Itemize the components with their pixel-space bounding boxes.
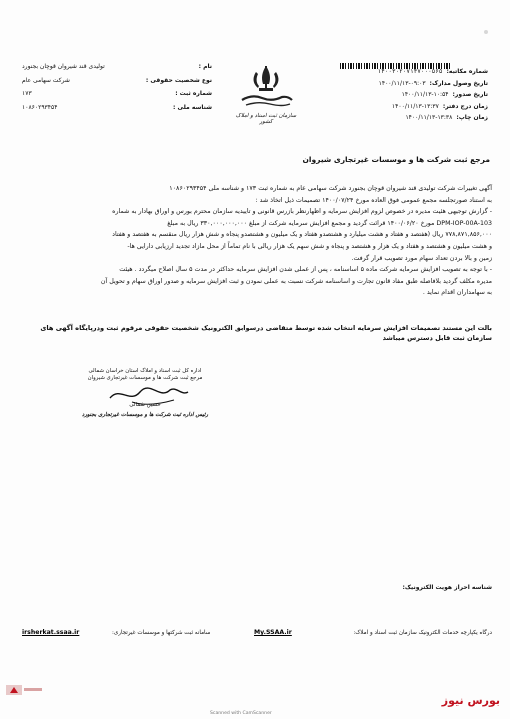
brand-name: بورس نیوز <box>441 694 500 707</box>
body-line: آگهی تغییرات شرکت تولیدی قند شیروان قوچان بجنورد شرکت سهامی عام به شماره ثبت ۱۷۳ و شناسه ملی ۱۰۸۶۰۲۹۳۴۵۴ <box>169 185 492 192</box>
signer-name: حسین شمالی <box>129 402 161 408</box>
footer-note-line: بالت این مستند تصمیمات افزایش سرمایه انتخاب شده توسط متقاضی درسوابق الکترونیک شخصیت حقوقی مرقوم ثبت ودرپایگاه آگهی های <box>40 324 492 332</box>
body-line: ۷۷۸,۸۷۱,۸۵۶,۰۰۰ ریال (هفتصد و هفتاد و هشت میلیارد و هشتصدو هفتاد و یک میلیون و هشتصدو پنجاه و شش هزار ریال منقسم به هفتصد و هفتاد <box>112 231 492 239</box>
issue-date-row <box>338 89 488 101</box>
legal-type-row <box>22 74 212 88</box>
body-line: - گزارش توجیهی هئیت مدیره در خصوص لزوم افزایش سرمایه و اظهارنظر بازرس قانونی و تاییدیه سازمان محترم بورس و اوراق بهادار به شماره <box>112 208 492 216</box>
announcement-body <box>16 184 492 300</box>
emblem-caption: سازمان ثبت اسناد و املاک کشور <box>235 113 297 125</box>
legal-type-value: شرکت سهامی عام <box>22 76 70 84</box>
letter-number-row <box>338 66 488 78</box>
letter-number-value: ۱۴۰۰۳۰۲۰۷۱۴۷۰۰۰۵۶۵ <box>377 68 443 76</box>
reg-number-label: شماره ثبت : <box>175 90 212 98</box>
name-label: نام : <box>198 63 212 71</box>
footer-note-line: سازمان ثبت قابل دسترس میباشد <box>382 334 492 342</box>
header-meta <box>338 66 488 124</box>
office-entry-label: زمان درج دفتر: <box>442 102 488 110</box>
body-line: زمین و بالا بردن تعداد سهام مورد تصویب قرار گرفت. <box>351 254 492 262</box>
organization-emblem <box>232 64 300 125</box>
reg-number-value: ۱۷۳ <box>22 90 32 98</box>
body-line: به استناد صورتجلسه مجمع عمومی فوق العاده مورخ ۱۴۰۰/۰۷/۲۴ تصمیمات ذیل اتخاذ شد : <box>255 196 492 204</box>
companies-label: سامانه ثبت شرکتها و موسسات غیرتجاری: <box>112 630 211 636</box>
body-line: به سهامداران اقدام نماید . <box>422 289 492 297</box>
legal-type-label: نوع شخصیت حقوقی : <box>145 76 212 84</box>
office-entry-row <box>338 101 488 113</box>
receipt-date-label: تاریخ وصول مدارک: <box>429 79 488 87</box>
news-logo-icon <box>4 682 46 698</box>
national-id-row <box>22 101 212 115</box>
national-id-label: شناسه ملی : <box>173 103 212 111</box>
signature-block <box>70 368 220 419</box>
issue-date-label: تاریخ صدور: <box>452 91 488 99</box>
national-id-value: ۱۰۸۶۰۲۹۳۴۵۴ <box>22 103 58 111</box>
scan-dot <box>484 30 488 34</box>
iran-emblem-icon <box>232 64 300 108</box>
signature-authority: مرجع ثبت شرکت ها و موسسات غیرتجاری شیروان <box>87 375 203 381</box>
receipt-date-row <box>338 78 488 90</box>
scanner-note: Scanned with CamScanner <box>210 711 272 716</box>
recipient-title: مرجع ثبت شرکت ها و موسسات غیرتجاری شیروان <box>302 155 490 164</box>
letter-number-label: شماره مکاتبه: <box>446 68 488 76</box>
verification-label: شناسه احراز هویت الکترونیک: <box>402 584 492 591</box>
handwritten-signature <box>70 382 220 408</box>
print-time-label: زمان چاپ: <box>456 114 488 122</box>
body-line: - با توجه به تصویب افزایش سرمایه شرکت ماده ۵ اساسنامه ، پس از عملی شدن افزایش سرمایه حداکثر در مدت ۵ سال اصلاح میگردد . هیئت <box>119 266 492 274</box>
companies-link[interactable]: irsherkat.ssaa.ir <box>22 629 80 636</box>
signature-office: اداره کل ثبت اسناد و املاک استان خراسان شمالی <box>88 368 202 374</box>
reg-number-row <box>22 87 212 101</box>
body-line: DPM-IOP-00A-103 مورخ ۱۴۰۰/۰۶/۲۰ قرائت گردید و مجمع افزایش سرمایه شرکت از مبلغ ۳۳۰,۰۰۰,۰۰۰,۰۰۰ ریال به مبلغ <box>167 219 492 227</box>
issue-date-value: ۱۴۰۰/۱۱/۱۳-۱۰:۵۴ <box>401 91 449 99</box>
signature-title: رئیس اداره ثبت شرکت ها و موسسات غیرتجاری بجنورد <box>81 412 209 418</box>
company-meta <box>22 60 212 114</box>
body-line: و هشت میلیون و هشتصد و هفتاد و یک هزار و هشتصد و پنجاه و شش سهم یک هزار ریالی با نام تماماً از محل مازاد تجدید ارزیابی دارایی ها- <box>127 242 492 250</box>
body-line: مدیره مکلف گردید بلافاصله طبق مفاد قانون تجارت و اساسنامه شرکت نسبت به عملی نمودن و ثبت افزایش سرمایه و صدور اوراق سهام و تحویل آن <box>100 277 492 285</box>
print-time-row <box>338 112 488 124</box>
name-row <box>22 60 212 74</box>
name-value: تولیدی قند شیروان قوچان بجنورد <box>22 63 105 71</box>
gateway-link[interactable]: My.SSAA.ir <box>254 629 292 636</box>
footer-note <box>40 323 492 343</box>
footer-links <box>22 630 492 640</box>
receipt-date-value: ۱۴۰۰/۱۱/۱۳-۰۹:۰۳ <box>378 79 426 87</box>
print-time-value: ۱۴۰۰/۱۱/۱۳-۱۳:۳۸ <box>405 114 453 122</box>
gateway-label: درگاه یکپارچه خدمات الکترونیک سازمان ثبت اسناد و املاک: <box>353 630 492 636</box>
office-entry-value: ۱۴۰۰/۱۱/۱۳-۱۳:۳۷ <box>391 102 439 110</box>
